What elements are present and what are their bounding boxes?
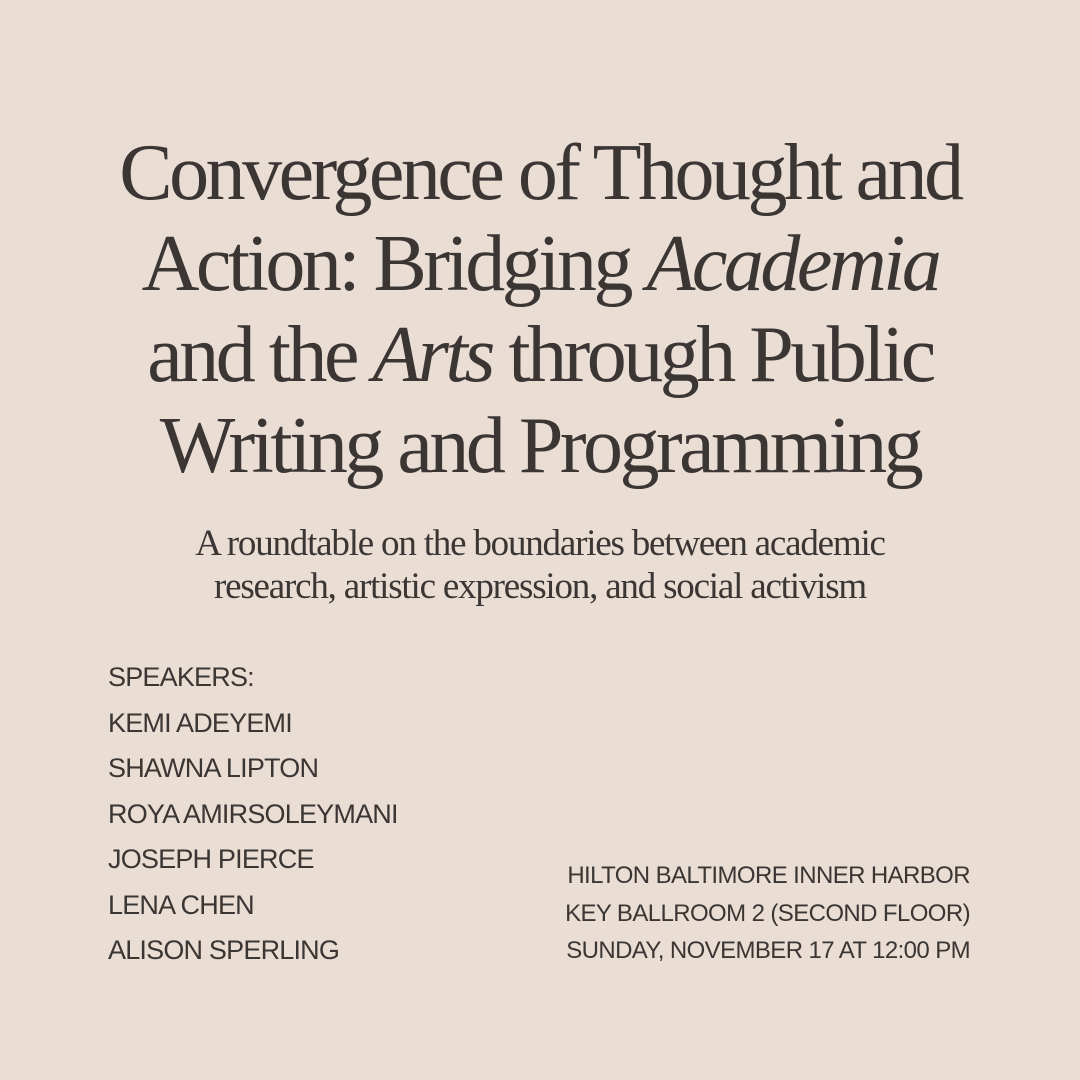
venue-details (565, 858, 970, 971)
subtitle-line-1: A roundtable on the boundaries between academic (195, 523, 885, 564)
title-emphasis-arts: Arts (372, 311, 492, 399)
title-line-3-text-post: through Public (491, 311, 933, 399)
subtitle-line-2: research, artistic expression, and social activism (214, 566, 866, 607)
speaker-name: KEMI ADEYEMI (108, 707, 292, 738)
title-emphasis-academia: Academia (646, 220, 939, 308)
speaker-name: ROYA AMIRSOLEYMANI (108, 798, 398, 829)
title-line-4: Writing and Programming (159, 402, 921, 490)
title-line-2-text: Action: Bridging (141, 220, 647, 308)
venue-location: HILTON BALTIMORE INNER HARBOR (567, 862, 970, 889)
speaker-name: SHAWNA LIPTON (108, 753, 319, 783)
speakers-list (108, 660, 398, 979)
event-subtitle (90, 522, 990, 608)
event-title (60, 128, 1020, 492)
speaker-name: JOSEPH PIERCE (108, 844, 314, 874)
venue-room: KEY BALLROOM 2 (SECOND FLOOR) (565, 899, 970, 927)
event-datetime: SUNDAY, NOVEMBER 17 AT 12:00 PM (566, 937, 970, 964)
title-line-3-text-pre: and the (147, 311, 373, 399)
speaker-name: ALISON SPERLING (108, 935, 340, 965)
title-line-1: Convergence of Thought and (119, 129, 961, 217)
title-line-3 (60, 310, 1020, 401)
speaker-name: LENA CHEN (108, 889, 254, 920)
title-line-2 (60, 219, 1020, 310)
speakers-heading: SPEAKERS: (108, 662, 254, 692)
